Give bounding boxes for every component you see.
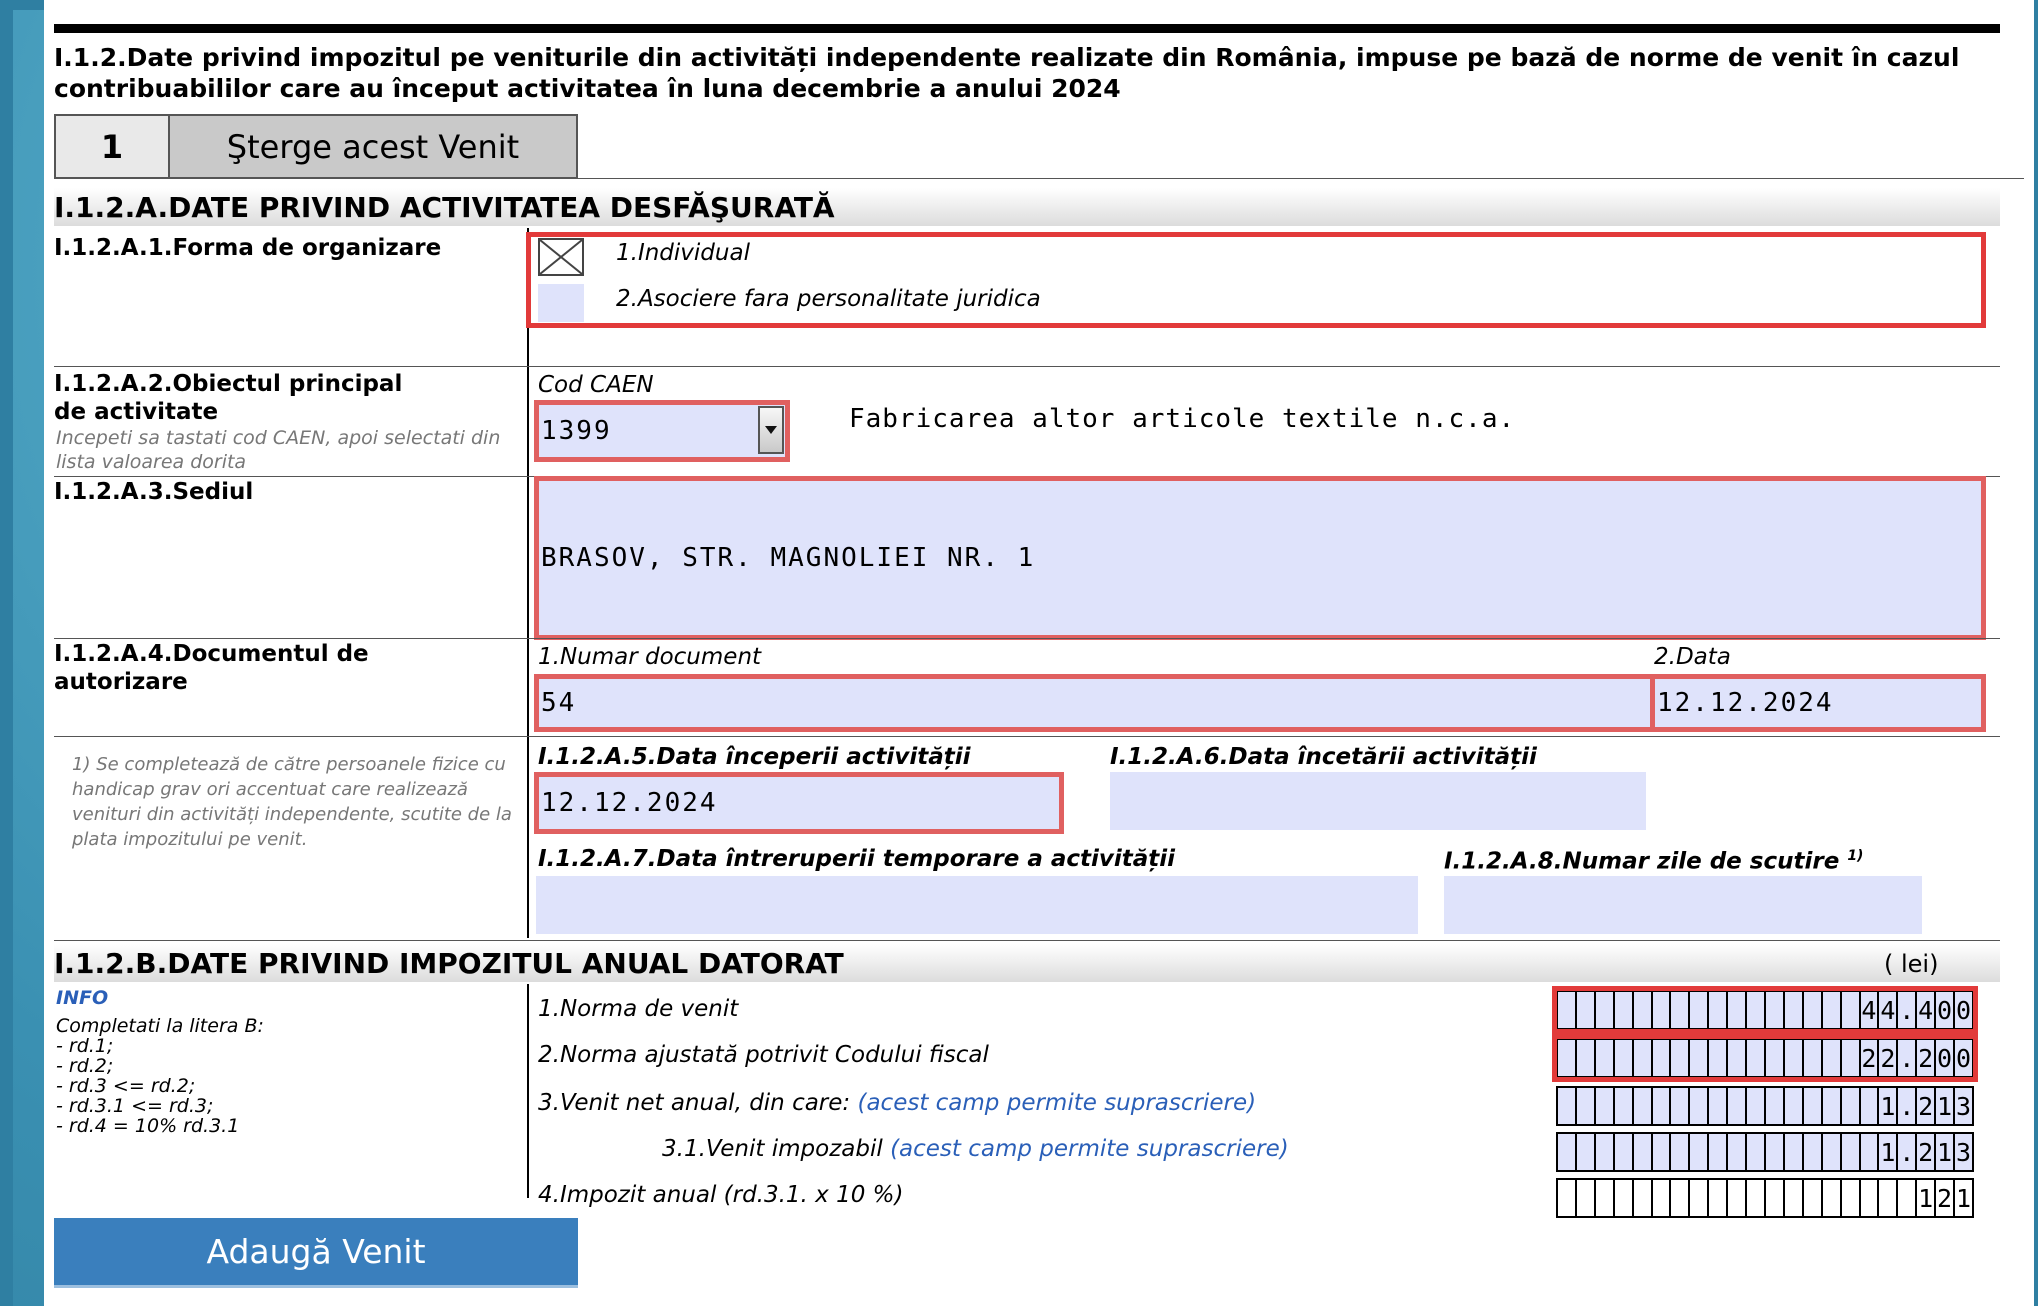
sediu-label: I.1.2.A.3.Sediul xyxy=(54,479,254,505)
forma-label: I.1.2.A.1.Forma de organizare xyxy=(54,235,442,261)
digit-cell xyxy=(1690,1180,1709,1216)
digit-cell: . xyxy=(1898,992,1917,1028)
divider xyxy=(54,638,2000,639)
digit-cell xyxy=(1558,1134,1577,1170)
digit-cell: 1 xyxy=(1917,1180,1936,1216)
digit-cell xyxy=(1709,1180,1728,1216)
info-line: Completati la litera B: xyxy=(56,1015,264,1037)
start-date-field[interactable]: 12.12.2024 xyxy=(534,772,1064,834)
chevron-down-icon xyxy=(765,426,777,434)
exempt-days-text: I.1.2.A.8.Numar zile de scutire xyxy=(1444,848,1840,875)
digit-cell xyxy=(1615,1134,1634,1170)
delete-income-button[interactable]: Şterge acest Venit xyxy=(170,114,578,179)
digit-cell xyxy=(1898,1180,1917,1216)
individual-label: 1.Individual xyxy=(616,240,750,266)
digit-cell xyxy=(1671,1134,1690,1170)
info-text xyxy=(56,1016,516,1136)
row-2-label: 2.Norma ajustată potrivit Codului fiscal xyxy=(538,1042,989,1068)
digit-cell: 0 xyxy=(1955,995,1972,1025)
form-page xyxy=(44,0,2034,1306)
digit-cell xyxy=(1653,1088,1672,1124)
digit-cell: 4 xyxy=(1861,992,1880,1028)
digit-cell xyxy=(1577,1180,1596,1216)
digit-cell xyxy=(1728,1134,1747,1170)
digit-cell xyxy=(1823,1134,1842,1170)
digit-cell xyxy=(1634,1088,1653,1124)
digit-cell: 2 xyxy=(1879,1040,1898,1076)
digit-cell xyxy=(1653,1134,1672,1170)
row-3-note: (acest camp permite suprascriere) xyxy=(857,1090,1257,1116)
digit-cell xyxy=(1596,1088,1615,1124)
section-a-heading: I.1.2.A.DATE PRIVIND ACTIVITATEA DESFĂŞURATĂ xyxy=(54,188,2000,226)
digit-cell xyxy=(1596,1134,1615,1170)
asociere-checkbox[interactable] xyxy=(538,284,584,322)
digit-cell xyxy=(1804,1180,1823,1216)
digit-cell xyxy=(1747,1180,1766,1216)
digit-cell xyxy=(1804,1088,1823,1124)
info-line: - rd.3.1 <= rd.3; xyxy=(56,1095,214,1117)
end-date-label: I.1.2.A.6.Data încetării activității xyxy=(1110,744,1537,770)
doc-number-field[interactable]: 54 xyxy=(534,674,1688,732)
digit-cell: 0 xyxy=(1936,992,1955,1028)
venit-impozabil-field[interactable] xyxy=(1556,1132,1974,1172)
digit-cell xyxy=(1861,1180,1880,1216)
digit-cell xyxy=(1596,1180,1615,1216)
info-line: - rd.2; xyxy=(56,1055,114,1077)
exempt-days-footnote-mark: 1) xyxy=(1847,848,1864,864)
digit-cell xyxy=(1785,1180,1804,1216)
digit-cell xyxy=(1577,1134,1596,1170)
digit-cell: 0 xyxy=(1936,1040,1955,1076)
digit-cell xyxy=(1823,1088,1842,1124)
norma-venit-highlight xyxy=(1552,986,1978,1034)
digit-cell: 2 xyxy=(1917,1134,1936,1170)
digit-cell xyxy=(1558,1180,1577,1216)
divider xyxy=(578,178,2024,179)
caen-dropdown-arrow[interactable] xyxy=(758,406,784,454)
digit-cell: 3 xyxy=(1955,1137,1972,1167)
divider xyxy=(54,736,2000,737)
sediu-field[interactable]: BRASOV, STR. MAGNOLIEI NR. 1 xyxy=(534,476,1986,640)
digit-cell xyxy=(1747,1088,1766,1124)
row-31-note: (acest camp permite suprascriere) xyxy=(890,1136,1289,1162)
digit-cell xyxy=(1653,1180,1672,1216)
digit-cell: . xyxy=(1898,1088,1917,1124)
venit-net-field[interactable] xyxy=(1556,1086,1974,1126)
pause-date-label: I.1.2.A.7.Data întreruperii temporare a activității xyxy=(538,846,1176,872)
digit-cell xyxy=(1842,1134,1861,1170)
digit-cell xyxy=(1766,1134,1785,1170)
doc-date-label: 2.Data xyxy=(1654,644,1731,670)
digit-cell: 1 xyxy=(1955,1183,1972,1213)
caen-select[interactable]: 1399 xyxy=(534,400,790,462)
section-b-heading: I.1.2.B.DATE PRIVIND IMPOZITUL ANUAL DATORAT xyxy=(54,944,2000,982)
digit-cell xyxy=(1615,1088,1634,1124)
individual-checkbox[interactable] xyxy=(538,238,584,276)
digit-cell: 2 xyxy=(1861,1040,1880,1076)
asociere-label: 2.Asociere fara personalitate juridica xyxy=(616,286,1041,312)
divider xyxy=(54,366,2000,367)
digit-cell: 2 xyxy=(1917,1088,1936,1124)
digit-cell: 4 xyxy=(1917,992,1936,1028)
digit-cell: 1 xyxy=(1936,1088,1955,1124)
digit-cell xyxy=(1766,1180,1785,1216)
digit-cell: 1 xyxy=(1879,1088,1898,1124)
digit-cell xyxy=(1861,1134,1880,1170)
digit-cell xyxy=(1823,1180,1842,1216)
digit-cell xyxy=(1842,1088,1861,1124)
digit-cell: 1 xyxy=(1936,1134,1955,1170)
digit-cell xyxy=(1558,1088,1577,1124)
info-line: - rd.1; xyxy=(56,1035,114,1057)
doc-label: I.1.2.A.4.Documentul de autorizare xyxy=(54,641,369,695)
pause-date-field[interactable] xyxy=(536,876,1418,934)
digit-cell: . xyxy=(1898,1040,1917,1076)
digit-cell xyxy=(1804,1134,1823,1170)
column-divider xyxy=(527,228,529,938)
norma-ajustata-highlight xyxy=(1552,1034,1978,1082)
section-title: I.1.2.Date privind impozitul pe veniturile din activități independente realizate din România, impuse pe bază de norme de venit în cazul contribuabililor care au început activitatea în luna decembrie a anului 2024 xyxy=(54,43,1960,103)
digit-cell xyxy=(1634,1134,1653,1170)
row-1-label: 1.Norma de venit xyxy=(538,996,739,1022)
digit-cell xyxy=(1842,1180,1861,1216)
digit-cell xyxy=(1785,1088,1804,1124)
digit-cell: 3 xyxy=(1955,1091,1972,1121)
caen-description: Fabricarea altor articole textile n.c.a. xyxy=(849,404,1516,434)
column-divider-b xyxy=(527,984,529,1198)
digit-cell: 2 xyxy=(1917,1040,1936,1076)
digit-cell xyxy=(1747,1134,1766,1170)
income-index: 1 xyxy=(54,114,170,179)
digit-cell xyxy=(1861,1088,1880,1124)
digit-cell xyxy=(1709,1088,1728,1124)
digit-cell xyxy=(1785,1134,1804,1170)
caen-label: Cod CAEN xyxy=(538,372,654,398)
footnote: 1) Se completează de către persoanele fizice cu handicap grav ori accentuat care realizează venituri din activități independente, scutite de la plata impozitului pe venit. xyxy=(72,754,512,850)
digit-cell xyxy=(1690,1134,1709,1170)
top-rule xyxy=(54,24,2000,33)
digit-cell xyxy=(1879,1180,1898,1216)
unit-label: ( lei) xyxy=(1884,950,1939,978)
digit-cell xyxy=(1709,1134,1728,1170)
start-date-label: I.1.2.A.5.Data începerii activității xyxy=(538,744,971,770)
doc-number-label: 1.Numar document xyxy=(538,644,762,670)
divider xyxy=(54,940,2000,941)
obiect-label: I.1.2.A.2.Obiectul principal de activitate xyxy=(54,371,403,425)
impozit-anual-field xyxy=(1556,1178,1974,1218)
obiect-hint: Incepeti sa tastati cod CAEN, apoi selectati din lista valoarea dorita xyxy=(56,427,501,473)
digit-cell xyxy=(1728,1088,1747,1124)
row-4-label: 4.Impozit anual (rd.3.1. x 10 %) xyxy=(538,1182,904,1208)
row-31-label xyxy=(662,1136,1289,1162)
info-title: INFO xyxy=(56,987,109,1009)
digit-cell: . xyxy=(1898,1134,1917,1170)
digit-cell: 1 xyxy=(1879,1134,1898,1170)
digit-cell: 0 xyxy=(1955,1043,1972,1073)
digit-cell xyxy=(1671,1088,1690,1124)
digit-cell xyxy=(1615,1180,1634,1216)
checked-x-icon xyxy=(540,240,582,274)
row-3-text: 3.Venit net anual, din care: xyxy=(538,1090,851,1116)
digit-cell xyxy=(1690,1088,1709,1124)
digit-cell: 4 xyxy=(1879,992,1898,1028)
digit-cell: 2 xyxy=(1936,1180,1955,1216)
digit-cell xyxy=(1634,1180,1653,1216)
add-income-button[interactable]: Adaugă Venit xyxy=(54,1218,578,1288)
digit-cell xyxy=(1671,1180,1690,1216)
doc-date-field[interactable]: 12.12.2024 xyxy=(1650,674,1986,732)
digit-cell xyxy=(1577,1088,1596,1124)
exempt-days-label xyxy=(1444,848,1863,875)
digit-cell xyxy=(1728,1180,1747,1216)
end-date-field[interactable] xyxy=(1110,772,1646,830)
info-line: - rd.4 = 10% rd.3.1 xyxy=(56,1115,240,1137)
info-line: - rd.3 <= rd.2; xyxy=(56,1075,196,1097)
row-31-text: 3.1.Venit impozabil xyxy=(662,1136,883,1162)
digit-cell xyxy=(1766,1088,1785,1124)
row-3-label xyxy=(538,1090,1256,1116)
exempt-days-field[interactable] xyxy=(1444,876,1922,934)
